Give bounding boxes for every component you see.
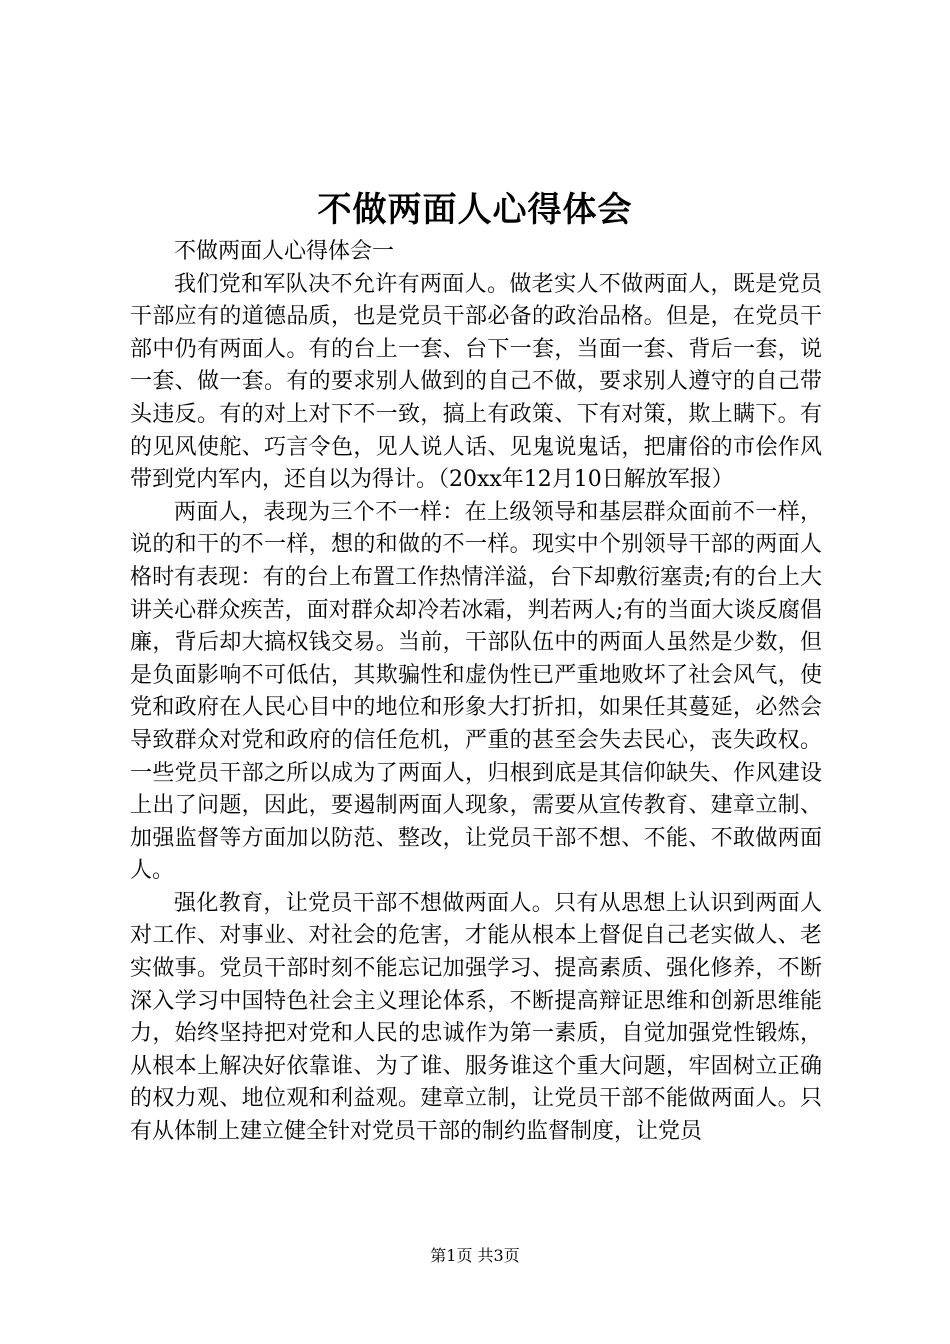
document-body — [130, 236, 822, 1149]
document-title: 不做两面人心得体会 — [317, 190, 633, 230]
paragraph: 我们党和军队决不允许有两面人。做老实人不做两面人，既是党员干部应有的道德品质，也是党员干部必备的政治品格。但是，在党员干部中仍有两面人。有的台上一套、台下一套，当面一套、背后一套，说一套、做一套。有的要求别人做到的自己不做，要求别人遵守的自己带头违反。有的对上对下不一致，搞上有政策、下有对策，欺上瞒下。有的见风使舵、巧言令色，见人说人话、见鬼说鬼话，把庸俗的市侩作风带到党内军内，还自以为得计。（20xx年12月10日解放军报） — [130, 271, 822, 493]
paragraph: 两面人，表现为三个不一样：在上级领导和基层群众面前不一样，说的和干的不一样，想的和做的不一样。现实中个别领导干部的两面人格时有表现：有的台上布置工作热情洋溢，台下却敷衍塞责;有的台上大讲关心群众疾苦，面对群众却冷若冰霜，判若两人;有的当面大谈反腐倡廉，背后却大搞权钱交易。当前，干部队伍中的两面人虽然是少数，但是负面影响不可低估，其欺骗性和虚伪性已严重地败坏了社会风气，使党和政府在人民心目中的地位和形象大打折扣，如果任其蔓延，必然会导致群众对党和政府的信任危机，严重的甚至会失去民心，丧失政权。一些党员干部之所以成为了两面人，归根到底是其信仰缺失、作风建设上出了问题，因此，要遏制两面人现象，需要从宣传教育、建章立制、加强监督等方面加以防范、整改，让党员干部不想、不能、不敢做两面人。 — [130, 499, 822, 884]
section-heading: 不做两面人心得体会一 — [174, 239, 395, 264]
paragraph: 强化教育，让党员干部不想做两面人。只有从思想上认识到两面人对工作、对事业、对社会的危害，才能从根本上督促自己老实做人、老实做事。党员干部时刻不能忘记加强学习、提高素质、强化修养，不断深入学习中国特色社会主义理论体系，不断提高辩证思维和创新思维能力，始终坚持把对党和人民的忠诚作为第一素质，自觉加强党性锻炼，从根本上解决好依靠谁、为了谁、服务谁这个重大问题，牢固树立正确的权力观、地位观和利益观。建章立制，让党员干部不能做两面人。只有从体制上建立健全针对党员干部的制约监督制度，让党员 — [130, 890, 822, 1145]
page-footer: 第1页 共3页 — [430, 1246, 520, 1265]
